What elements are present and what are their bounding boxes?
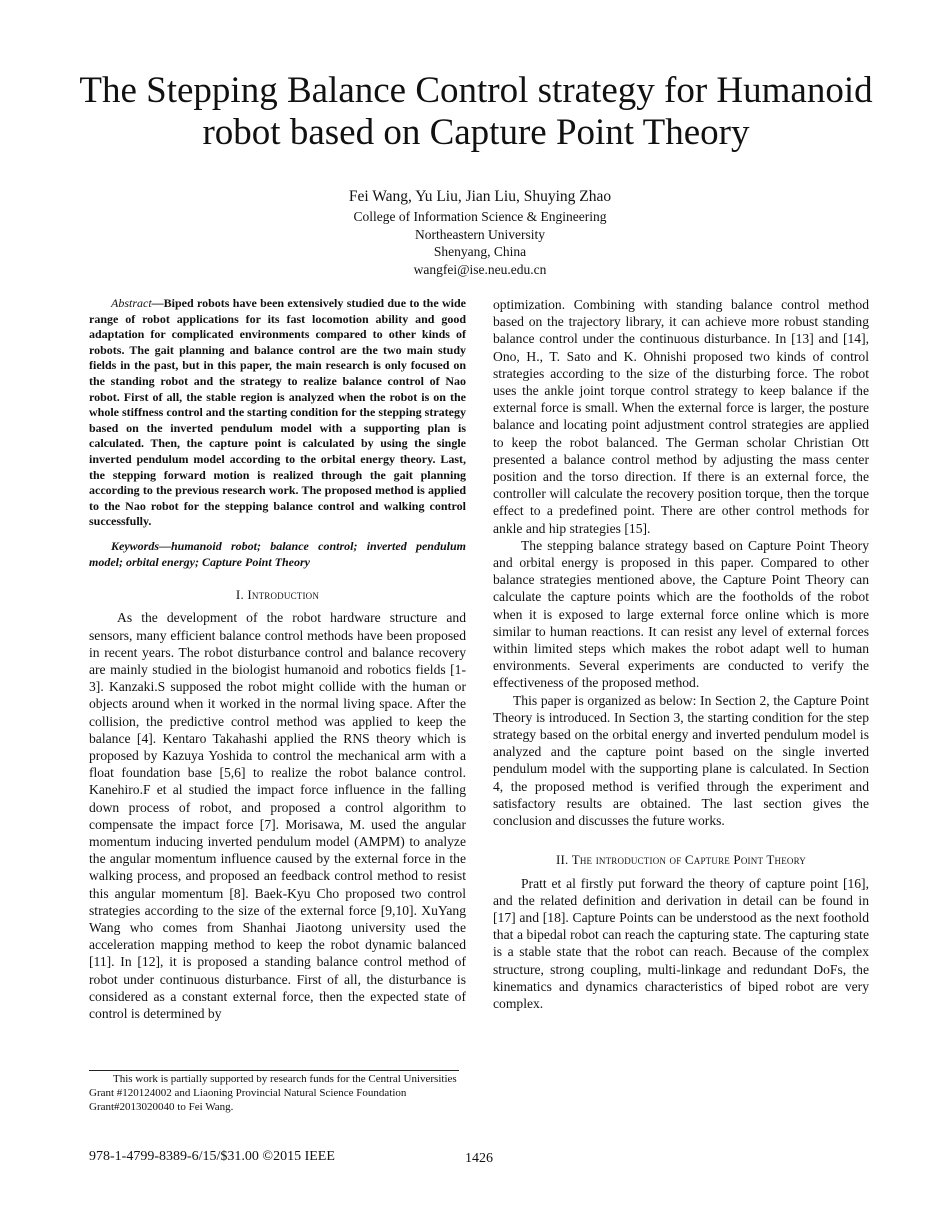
intro-paragraph-3: This paper is organized as below: In Section 2, the Capture Point Theory is introduced. In Section 3, the starting condition for the step strategy based on the orbital energy and inverted pendulum model is analyzed and the capture point based on the single inverted pendulum model with the supporting plane is calculated. In Section 4, the proposed method is verified through the experiment and satisfactory results are obtained. The last section gives the conclusion and discusses the future works. bbox=[493, 692, 869, 829]
abstract-text: —Biped robots have been extensively studied due to the wide range of robot applications for its fast locomotion ability and good adaptation for complicated environments compared to other kinds of robots. The gait planning and balance control are the two main study fields in the past, but in this paper, the main research is only focused on the standing robot and the strategy to realize balance control of Nao robot. First of all, the stable region is analyzed when the robot is on the whole stiffness control and the starting condition for the stepping strategy based on the inverted pendulum model with a supporting plan is calculated. Then, the capture point is calculated by using the single inverted pendulum model according to the orbital energy theory. Last, the stepping forward motion is realized through the gait planning according to the previous research work. The proposed method is applied to the Nao robot for the stepping balance control and walking control successfully. bbox=[89, 296, 466, 529]
intro-paragraph-2: The stepping balance strategy based on Capture Point Theory and orbital energy is proposed in this paper. Compared to other balance strategies mentioned above, the Capture Point Theory can calculate the capture points which are the footholds of the robot when it is exposed to large external force online which is more similar to human reactions. It can resist any level of external forces within limited steps which makes the robot adapt well to human environments. Several experiments are conducted to verify the effectiveness of the proposed method. bbox=[493, 537, 869, 691]
affiliation-college: College of Information Science & Engineering bbox=[353, 209, 607, 224]
funding-note: This work is partially supported by research funds for the Central Universities Grant #120124002 and Liaoning Provincial Natural Science Foundation Grant#2013020040 to Fei Wang. bbox=[89, 1073, 457, 1113]
keywords: Keywords—humanoid robot; balance control; inverted pendulum model; orbital energy; Capture Point Theory bbox=[89, 538, 466, 569]
title-line-2: robot based on Capture Point Theory bbox=[202, 112, 750, 153]
affiliation-city: Shenyang, China bbox=[433, 244, 527, 259]
intro-paragraph-1-continued: optimization. Combining with standing balance control method based on the trajectory library, it can achieve more robust standing balance control under the continuous disturbance. In [13] and [14], Ono, H., T. Sato and K. Ohnishi proposed two kinds of control strategies according to the size of the disturbing force. The robot uses the ankle joint torque control strategy to keep balance if the external force is small. When the external force is larger, the posture balance and locating point adjustment control strategies are applied to keep the robot balanced. The German scholar Christian Ott presented a balance control method by adjusting the mass center position and the torso direction. If there is an external force, the controller will calculate the recovery position torque, then the torque effect to a predefined point. There are other control methods for ankle and hip strategies [15]. bbox=[493, 297, 869, 536]
copyright-line: 978-1-4799-8389-6/15/$31.00 ©2015 IEEE bbox=[89, 1149, 335, 1164]
author-block bbox=[240, 186, 720, 278]
capture-point-paragraph-1: Pratt et al firstly put forward the theory of capture point [16], and the related definition and derivation in detail can be found in [17] and [18]. Capture Points can be understood as the next foothold that a bipedal robot can reach the capturing state. The capturing state is a stable state that the robot can reach. Because of the complex structure, strong coupling, multi-linkage and redundant DoFs, the kinematics and dynamics characteristics of biped robot are very complex. bbox=[493, 875, 869, 1011]
section-heading-introduction: I. Introduction bbox=[235, 587, 320, 603]
section-heading-capture-point: II. The introduction of Capture Point Theory bbox=[555, 852, 806, 868]
abstract bbox=[89, 296, 466, 530]
page-number: 1426 bbox=[465, 1151, 493, 1166]
intro-paragraph-1: As the development of the robot hardware structure and sensors, many efficient balance control methods have been proposed in recent years. The robot disturbance control and balance recovery are mainly studied in the biologist humanoid and robotics fields [1-3]. Kanzaki.S supposed the robot might collide with the human or objects around when it worked in the normal living space. After the collision, the predictive control method was applied to keep the balance [4]. Kentaro Takahashi applied the RNS theory which is proposed by Kazuya Yoshida to control the mechanical arm with a float foundation base [5,6] to realize the robot balance control. Kanehiro.F et al studied the impact force influence in the falling down process of robot, and proposed a control algorithm to compensate the impact force [7]. Morisawa, M. used the angular momentum inducing inverted pendulum model (AMPM) to analyze the angular momentum influence caused by the external force in the walking process, and proposed an feedback control method to resist this angular momentum [8]. Baek-Kyu Cho proposed two control strategies according to the size of the external force [9,10]. XuYang Wang who comes from Shanhai Jiaotong university used the acceleration mapping method to keep the robot dynamic balanced [11]. In [12], it is proposed a standing balance control method of robot under continuous disturbance. First of all, the disturbance is considered as a constant external force, then the expected state of control is determined by bbox=[89, 610, 466, 1021]
title-line-1: The Stepping Balance Control strategy for Humanoid bbox=[79, 70, 873, 111]
author-email: wangfei@ise.neu.edu.cn bbox=[413, 261, 547, 277]
left-column bbox=[89, 296, 466, 1022]
abstract-label: Abstract bbox=[111, 296, 152, 310]
footnote bbox=[89, 1070, 459, 1114]
author-names: Fei Wang, Yu Liu, Jian Liu, Shuying Zhao bbox=[348, 188, 612, 205]
paper-title bbox=[40, 70, 912, 154]
affiliation-university: Northeastern University bbox=[414, 226, 546, 242]
right-column bbox=[493, 296, 869, 1012]
